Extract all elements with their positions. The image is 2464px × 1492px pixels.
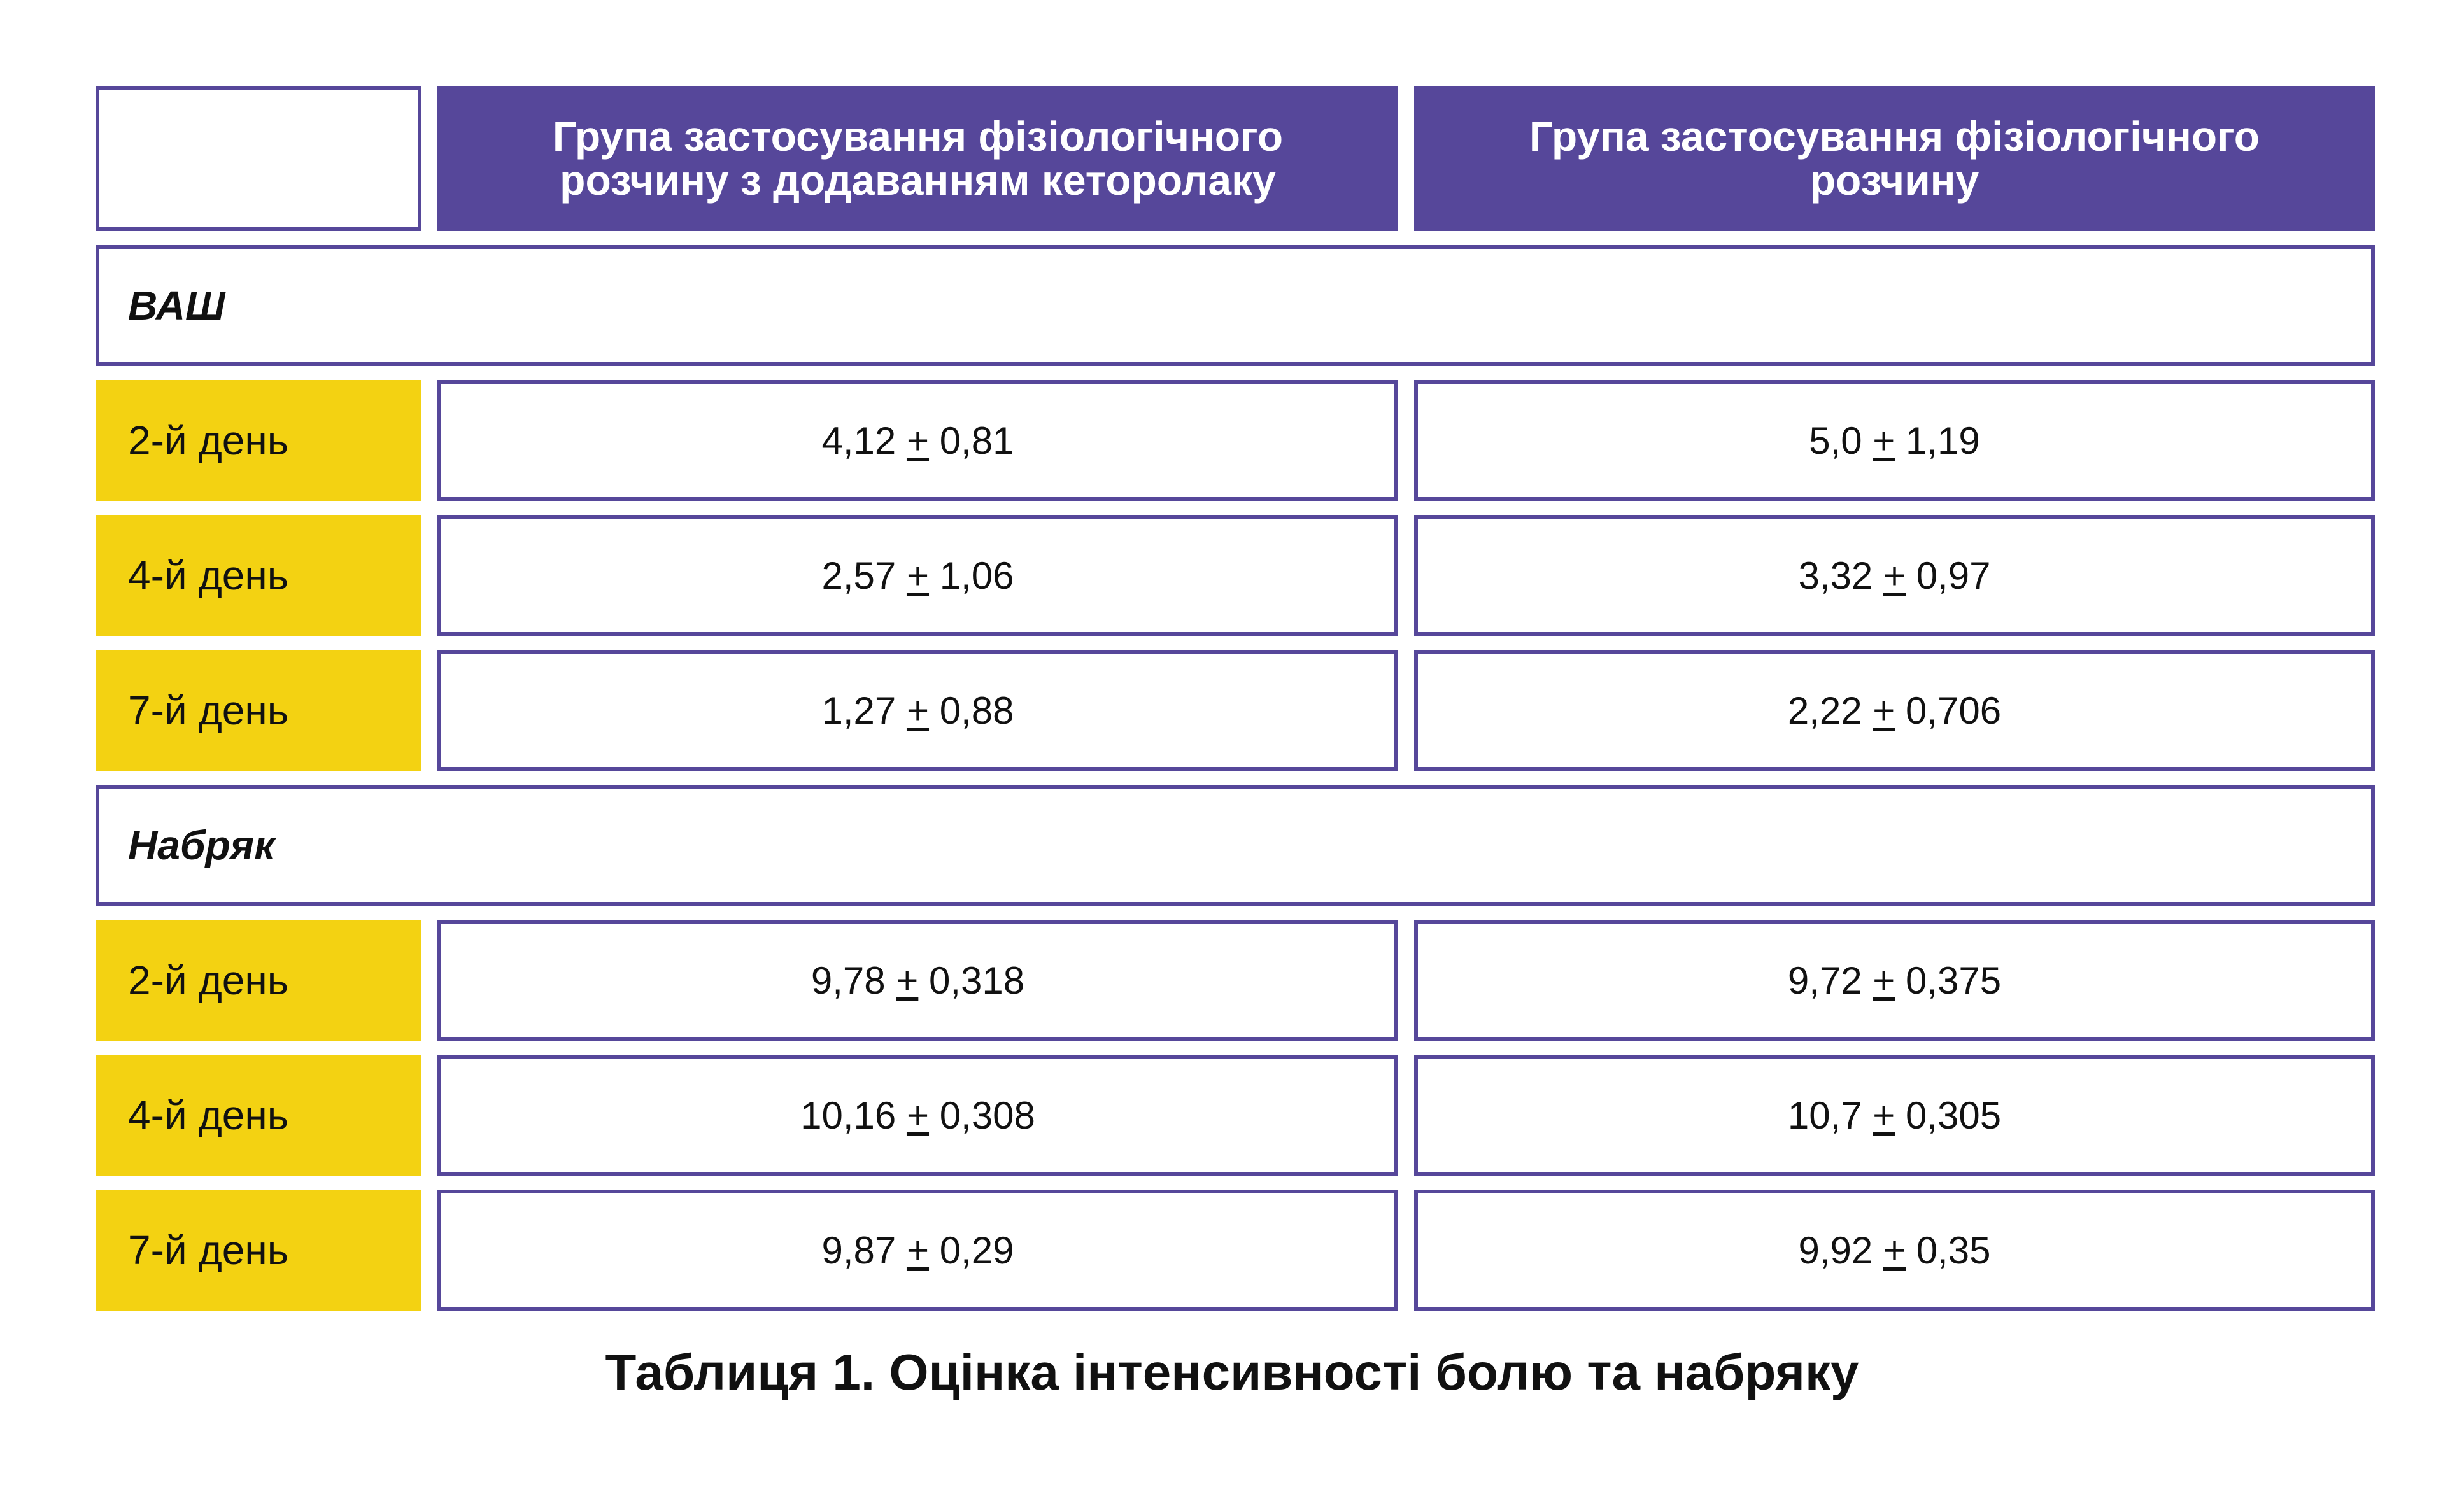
mean-value: 5,0 bbox=[1809, 419, 1862, 462]
table-body bbox=[96, 245, 2375, 1311]
saline-value-cell bbox=[1414, 380, 2375, 501]
mean-value: 9,92 bbox=[1798, 1228, 1873, 1272]
section-title: Набряк bbox=[96, 785, 2375, 906]
error-value: 0,318 bbox=[929, 959, 1025, 1002]
table-row bbox=[96, 1190, 2375, 1311]
saline-value-cell bbox=[1414, 1190, 2375, 1311]
error-value: 0,706 bbox=[1906, 689, 2002, 732]
mean-value: 10,7 bbox=[1787, 1094, 1862, 1137]
plus-minus-symbol: + bbox=[1873, 689, 1895, 732]
error-value: 1,06 bbox=[939, 554, 1014, 597]
plus-minus-symbol: + bbox=[1883, 1228, 1906, 1272]
ketorolac-value-cell bbox=[437, 515, 1398, 636]
plus-minus-symbol: + bbox=[906, 1228, 930, 1272]
error-value: 1,19 bbox=[1906, 419, 1980, 462]
mean-value: 9,87 bbox=[821, 1228, 896, 1272]
ketorolac-value-cell bbox=[437, 920, 1398, 1041]
plus-minus-symbol: + bbox=[906, 1094, 930, 1137]
saline-value-cell bbox=[1414, 920, 2375, 1041]
mean-value: 1,27 bbox=[821, 689, 896, 732]
mean-value: 2,57 bbox=[821, 554, 896, 597]
plus-minus-symbol: + bbox=[906, 419, 930, 462]
day-label: 2-й день bbox=[96, 920, 421, 1041]
error-value: 0,81 bbox=[939, 419, 1014, 462]
mean-value: 3,32 bbox=[1798, 554, 1873, 597]
section-title: ВАШ bbox=[96, 245, 2375, 366]
error-value: 0,375 bbox=[1906, 959, 2002, 1002]
mean-value: 2,22 bbox=[1787, 689, 1862, 732]
plus-minus-symbol: + bbox=[906, 689, 930, 732]
mean-value: 4,12 bbox=[821, 419, 896, 462]
day-label: 4-й день bbox=[96, 1055, 421, 1176]
ketorolac-value-cell bbox=[437, 650, 1398, 771]
error-value: 0,308 bbox=[939, 1094, 1035, 1137]
ketorolac-value-cell bbox=[437, 1190, 1398, 1311]
table-row bbox=[96, 650, 2375, 771]
table-caption: Таблиця 1. Оцінка інтенсивності болю та набряку bbox=[605, 1344, 1859, 1400]
day-label: 4-й день bbox=[96, 515, 421, 636]
table-row bbox=[96, 1055, 2375, 1176]
error-value: 0,305 bbox=[1906, 1094, 2002, 1137]
day-label: 2-й день bbox=[96, 380, 421, 501]
table-row bbox=[96, 380, 2375, 501]
ketorolac-value-cell bbox=[437, 1055, 1398, 1176]
header-empty-cell bbox=[96, 86, 421, 231]
error-value: 0,35 bbox=[1916, 1228, 1991, 1272]
error-value: 0,88 bbox=[939, 689, 1014, 732]
table-header-row bbox=[96, 86, 2375, 231]
plus-minus-symbol: + bbox=[906, 554, 930, 597]
header-saline-group: Група застосування фізіологічного розчину bbox=[1414, 86, 2375, 231]
error-value: 0,97 bbox=[1916, 554, 1991, 597]
plus-minus-symbol: + bbox=[1873, 959, 1895, 1002]
section-row bbox=[96, 785, 2375, 906]
header-ketorolac-group: Група застосування фізіологічного розчину з додаванням кеторолаку bbox=[437, 86, 1398, 231]
table-row bbox=[96, 920, 2375, 1041]
mean-value: 9,78 bbox=[811, 959, 886, 1002]
plus-minus-symbol: + bbox=[1873, 1094, 1895, 1137]
day-label: 7-й день bbox=[96, 650, 421, 771]
plus-minus-symbol: + bbox=[1873, 419, 1895, 462]
mean-value: 9,72 bbox=[1787, 959, 1862, 1002]
day-label: 7-й день bbox=[96, 1190, 421, 1311]
plus-minus-symbol: + bbox=[896, 959, 919, 1002]
saline-value-cell bbox=[1414, 650, 2375, 771]
data-table bbox=[96, 86, 2375, 1325]
table-row bbox=[96, 515, 2375, 636]
ketorolac-value-cell bbox=[437, 380, 1398, 501]
section-row bbox=[96, 245, 2375, 366]
plus-minus-symbol: + bbox=[1883, 554, 1906, 597]
saline-value-cell bbox=[1414, 515, 2375, 636]
error-value: 0,29 bbox=[939, 1228, 1014, 1272]
saline-value-cell bbox=[1414, 1055, 2375, 1176]
mean-value: 10,16 bbox=[800, 1094, 896, 1137]
